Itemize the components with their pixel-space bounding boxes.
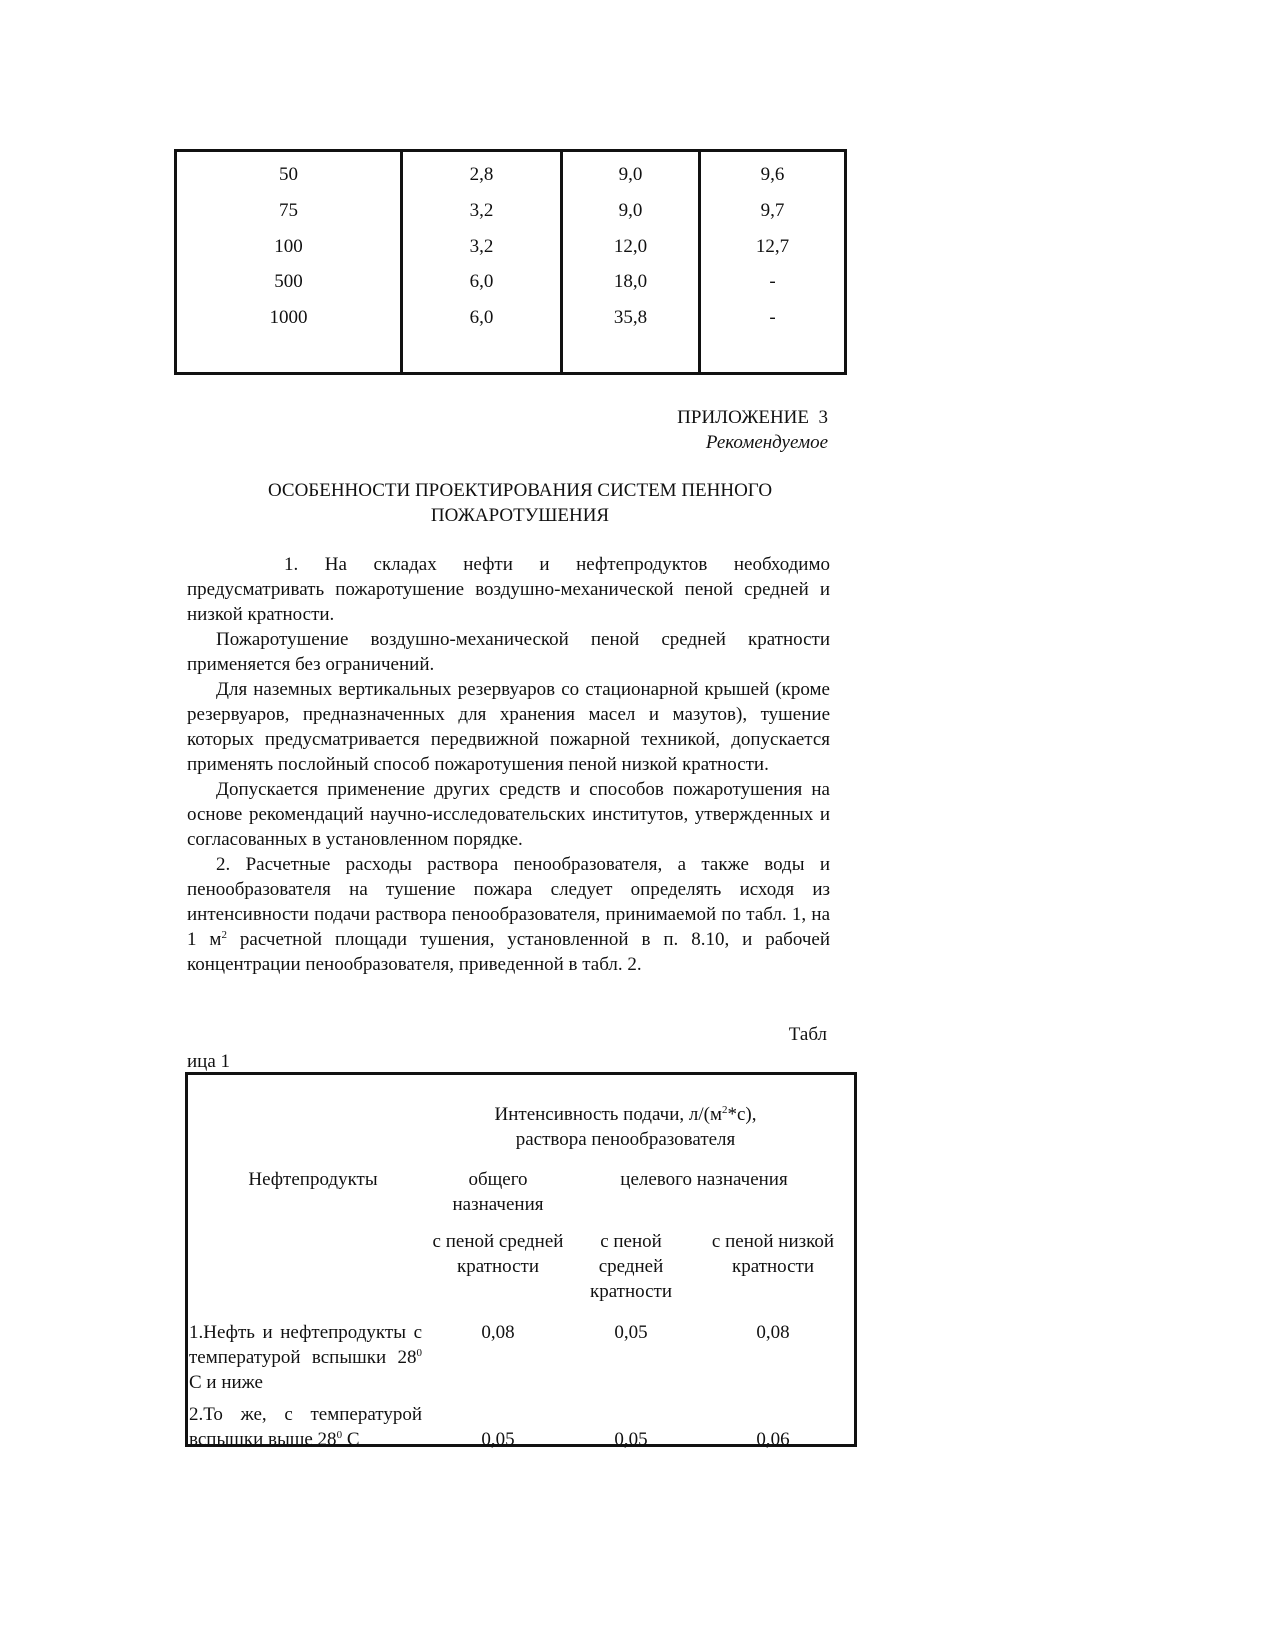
row-1-product-text-b: С и ниже [189, 1372, 263, 1393]
subheader-target-low: с пеной низкой кратности [711, 1231, 835, 1277]
table-cell: 1000 [269, 307, 308, 328]
paragraph-1: 1. На складах нефти и нефтепродуктов необходимо предусматривать пожаротушение воздушно-механической пеной средней и низкой кратности. [187, 554, 830, 625]
table-cell: 6,0 [469, 271, 494, 292]
paragraph-2: Пожаротушение воздушно-механической пеной средней кратности применяется без ограничений. [187, 629, 830, 675]
top-table [174, 149, 847, 375]
table-cell: 2,8 [469, 164, 494, 185]
row-1-product-text-a: 1.Нефть и нефтепродукты с температурой вспышки 28 [189, 1322, 422, 1368]
section-title-line-1: ОСОБЕННОСТИ ПРОЕКТИРОВАНИЯ СИСТЕМ ПЕННОГО [267, 480, 773, 501]
superscript: 2 [221, 929, 227, 941]
header-main-text-a: Интенсивность подачи, л/(м [494, 1104, 722, 1125]
column-header-general: общего назначения [452, 1169, 544, 1215]
appendix-status: Рекомендуемое [705, 432, 828, 453]
row-2-product-text-a: 2.То же, с температурой вспышки выше 28 [189, 1404, 422, 1450]
row-2-value-3: 0,06 [756, 1429, 790, 1450]
intensity-table [185, 1072, 857, 1450]
paragraph-4: Допускается применение других средств и способов пожаротушения на основе рекомендаций научно-исследовательских институтов, утвержденных и согласованных в установленном порядке. [187, 779, 830, 850]
table-cell: 35,8 [613, 307, 648, 328]
row-1-value-3: 0,08 [756, 1322, 790, 1343]
table-cell: 12,0 [613, 236, 648, 257]
table-cell: 18,0 [613, 271, 648, 292]
body-text [187, 552, 830, 977]
row-1-product [189, 1320, 422, 1395]
top-table-col-2 [400, 152, 560, 372]
table-cell: 75 [279, 200, 298, 221]
table-cell: - [769, 271, 776, 292]
row-2-value-1: 0,05 [481, 1429, 515, 1450]
column-header-products: Нефтепродукты [248, 1169, 378, 1190]
table-cell: 9,0 [618, 164, 643, 185]
table-caption-part-2: ица 1 [187, 1051, 231, 1072]
section-title [240, 478, 800, 528]
superscript: 0 [336, 1429, 343, 1441]
table-cell: 3,2 [469, 236, 494, 257]
table-cell: 6,0 [469, 307, 494, 328]
table-caption-part-1: Табл [788, 1024, 827, 1045]
table-cell: 100 [274, 236, 303, 257]
top-table-col-1 [177, 152, 400, 372]
paragraph-5 [187, 852, 830, 977]
appendix-header [677, 405, 828, 455]
column-header-target: целевого назначения [620, 1169, 788, 1190]
row-1-value-1: 0,08 [481, 1322, 515, 1343]
paragraph-3: Для наземных вертикальных резервуаров со стационарной крышей (кроме резервуаров, предназначенных для хранения масел и мазутов), тушение которых предусматривается передвижной пожарной техникой, допускается применять послойный способ пожаротушения пеной низкой кратности. [187, 679, 830, 775]
table-cell: 9,6 [760, 164, 785, 185]
superscript: 0 [416, 1347, 422, 1359]
table-cell: 9,7 [760, 200, 785, 221]
table-header-main [428, 1102, 823, 1152]
table-cell: - [769, 307, 776, 328]
top-table-col-3 [560, 152, 698, 372]
appendix-label: ПРИЛОЖЕНИЕ 3 [677, 407, 828, 428]
row-2-product [189, 1402, 422, 1452]
superscript: 2 [721, 1104, 728, 1116]
row-2-product-text-b: С [342, 1429, 360, 1450]
top-table-col-4 [698, 152, 844, 372]
table-cell: 3,2 [469, 200, 494, 221]
section-title-line-2: ПОЖАРОТУШЕНИЯ [430, 505, 610, 526]
row-2-value-2: 0,05 [614, 1429, 648, 1450]
header-main-text-b: *с), [727, 1104, 757, 1125]
row-1-value-2: 0,05 [614, 1322, 648, 1343]
paragraph-5-text-b: расчетной площади тушения, установленной в п. 8.10, и рабочей концентрации пенообразователя, приведенной в табл. 2. [187, 929, 830, 975]
table-cell: 500 [274, 271, 303, 292]
paragraph-5-text-a: 2. Расчетные расходы раствора пенообразователя, а также воды и пенообразователя на тушение пожара следует определять исходя из интенсивности подачи раствора пенообразователя, принимаемой по табл. 1, на 1 м [187, 854, 830, 950]
subheader-target-medium: с пеной средней кратности [589, 1231, 673, 1302]
table-cell: 9,0 [618, 200, 643, 221]
table-cell: 50 [279, 164, 298, 185]
subheader-general-medium: с пеной средней кратности [432, 1231, 564, 1277]
header-main-line-2: раствора пенообразователя [515, 1129, 736, 1150]
table-cell: 12,7 [755, 236, 790, 257]
